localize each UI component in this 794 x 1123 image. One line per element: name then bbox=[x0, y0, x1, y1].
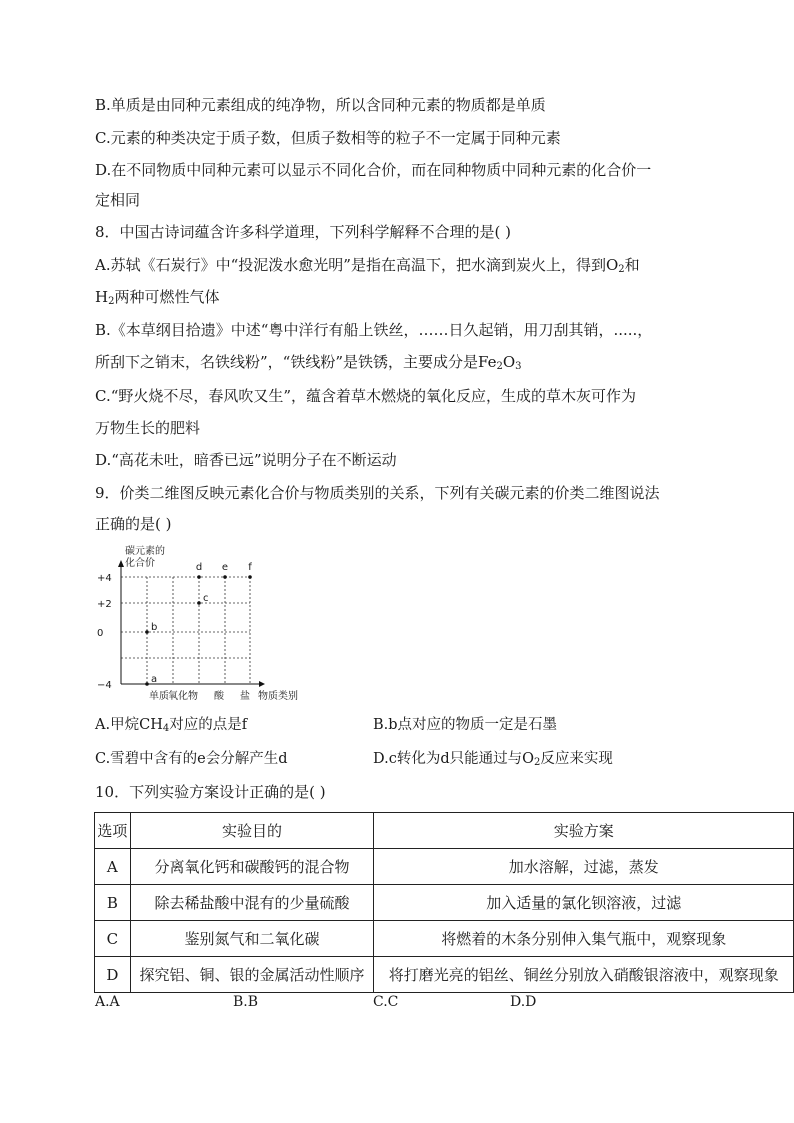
q7-option-d-line2: 定相同 bbox=[95, 191, 141, 209]
header-purpose: 实验目的 bbox=[130, 813, 374, 849]
row-purpose: 除去稀盐酸中混有的少量硫酸 bbox=[130, 885, 374, 921]
x-tick-label: 单质 bbox=[149, 691, 169, 702]
row-plan: 将燃着的木条分别伸入集气瓶中，观察现象 bbox=[374, 921, 794, 957]
x-axis-arrow bbox=[259, 681, 265, 687]
table-header-row bbox=[95, 813, 794, 849]
q10-answer-b: B.B bbox=[233, 994, 259, 1010]
chart-axes bbox=[118, 560, 265, 687]
q8-option-d: D.“高花未吐，暗香已远”说明分子在不断运动 bbox=[95, 451, 397, 469]
x-tick-label: 氧化物 bbox=[168, 691, 198, 702]
row-option: C bbox=[95, 921, 131, 957]
table-row bbox=[95, 957, 794, 993]
q8-option-b-line2: 所刮下之销末，名铁线粉”，“铁线粉”是铁锈，主要成分是$Fe_2O_3$ bbox=[95, 353, 522, 372]
q8-option-a-line1: A.苏轼《石炭行》中“投泥泼水愈光明”是指在高温下，把水滴到炭火上，得到$O_2$和 bbox=[95, 256, 640, 275]
row-plan: 将打磨光亮的铝丝、铜丝分别放入硝酸银溶液中，观察现象 bbox=[374, 957, 794, 993]
x-tick-label: 盐 bbox=[240, 691, 250, 702]
row-plan: 加入适量的氯化钡溶液，过滤 bbox=[374, 885, 794, 921]
row-option: B bbox=[95, 885, 131, 921]
q8-option-b-line1: B.《本草纲目拾遗》中述“粤中洋行有船上铁丝，……日久起销，用刀刮其销，.....， bbox=[95, 321, 653, 339]
table-row bbox=[95, 921, 794, 957]
data-point-d bbox=[197, 575, 201, 579]
y-axis-label-line1: 碳元素的 bbox=[125, 546, 165, 557]
row-purpose: 探究铝、铜、银的金属活动性顺序 bbox=[130, 957, 374, 993]
data-point-f bbox=[248, 575, 252, 579]
q8-option-c-line2: 万物生长的肥料 bbox=[95, 419, 201, 437]
q9-option-b: B.b点对应的物质一定是石墨 bbox=[373, 717, 558, 733]
experiment-table bbox=[94, 812, 794, 993]
q9-option-a: A.甲烷$CH_4$对应的点是f bbox=[95, 717, 248, 734]
row-purpose: 分离氧化钙和碳酸钙的混合物 bbox=[130, 849, 374, 885]
x-tick-labels bbox=[149, 689, 250, 702]
point-label-b: b bbox=[151, 622, 158, 633]
point-label-c: c bbox=[203, 593, 209, 604]
q9-option-d: D.c转化为d只能通过与$O_2$反应来实现 bbox=[373, 751, 613, 768]
data-points bbox=[145, 562, 252, 686]
point-label-f: f bbox=[248, 562, 252, 573]
q7-option-b: B.单质是由同种元素组成的纯净物，所以含同种元素的物质都是单质 bbox=[95, 96, 546, 114]
y-tick-label: 0 bbox=[97, 628, 104, 639]
q8-stem: 8．中国古诗词蕴含许多科学道理，下列科学解释不合理的是( ) bbox=[95, 223, 512, 241]
x-tick-label: 酸 bbox=[214, 691, 224, 702]
data-point-c bbox=[197, 601, 201, 605]
q10-answer-d: D.D bbox=[510, 994, 537, 1010]
q8-a-text: A.苏轼《石炭行》中“投泥泼水愈光明”是指在高温下，把水滴到炭火上，得到 bbox=[95, 256, 606, 274]
chart-grid bbox=[121, 577, 250, 684]
table-row bbox=[95, 849, 794, 885]
y-axis-arrow bbox=[118, 560, 124, 567]
q9-option-c: C.雪碧中含有的e会分解产生d bbox=[95, 751, 288, 767]
point-label-e: e bbox=[221, 562, 229, 573]
data-point-b bbox=[145, 630, 149, 634]
q7-option-c: C.元素的种类决定于质子数，但质子数相等的粒子不一定属于同种元素 bbox=[95, 129, 561, 147]
header-option: 选项 bbox=[95, 813, 131, 849]
row-plan: 加水溶解，过滤，蒸发 bbox=[374, 849, 794, 885]
q8-option-a-line2: $H_2$两种可燃性气体 bbox=[95, 288, 220, 307]
y-axis-label-line2: 化合价 bbox=[125, 558, 155, 569]
valence-category-chart bbox=[95, 538, 315, 703]
o2-formula: $O_2$ bbox=[605, 256, 625, 275]
q10-answer-c: C.C bbox=[373, 994, 399, 1010]
y-tick-labels bbox=[97, 573, 112, 691]
y-tick-label: +2 bbox=[97, 599, 112, 610]
q9-stem-line1: 9．价类二维图反映元素化合价与物质类别的关系，下列有关碳元素的价类二维图说法 bbox=[95, 484, 660, 502]
point-label-a: a bbox=[151, 674, 158, 685]
ch4-formula: $CH_4$ bbox=[139, 717, 170, 734]
row-option: D bbox=[95, 957, 131, 993]
data-point-a bbox=[145, 682, 149, 686]
o2-formula: $O_2$ bbox=[522, 751, 541, 768]
y-tick-label: −4 bbox=[97, 680, 112, 691]
row-purpose: 鉴别氮气和二氧化碳 bbox=[130, 921, 374, 957]
q9-stem-line2: 正确的是( ) bbox=[95, 515, 172, 533]
data-point-e bbox=[223, 575, 227, 579]
y-tick-label: +4 bbox=[97, 573, 112, 584]
table-row bbox=[95, 885, 794, 921]
point-label-d: d bbox=[195, 562, 203, 573]
row-option: A bbox=[95, 849, 131, 885]
q8-option-c-line1: C.“野火烧不尽，春风吹又生”，蕴含着草木燃烧的氧化反应，生成的草木灰可作为 bbox=[95, 387, 637, 405]
h2-formula: $H_2$ bbox=[95, 288, 115, 307]
q10-answer-a: A.A bbox=[95, 994, 120, 1010]
header-plan: 实验方案 bbox=[374, 813, 794, 849]
q7-option-d-line1: D.在不同物质中同种元素可以显示不同化合价，而在同种物质中同种元素的化合价一 bbox=[95, 161, 652, 179]
fe2o3-formula: $Fe_2O_3$ bbox=[478, 353, 522, 372]
x-axis-label: 物质类别 bbox=[258, 691, 298, 702]
q10-stem: 10．下列实验方案设计正确的是( ) bbox=[95, 783, 326, 801]
